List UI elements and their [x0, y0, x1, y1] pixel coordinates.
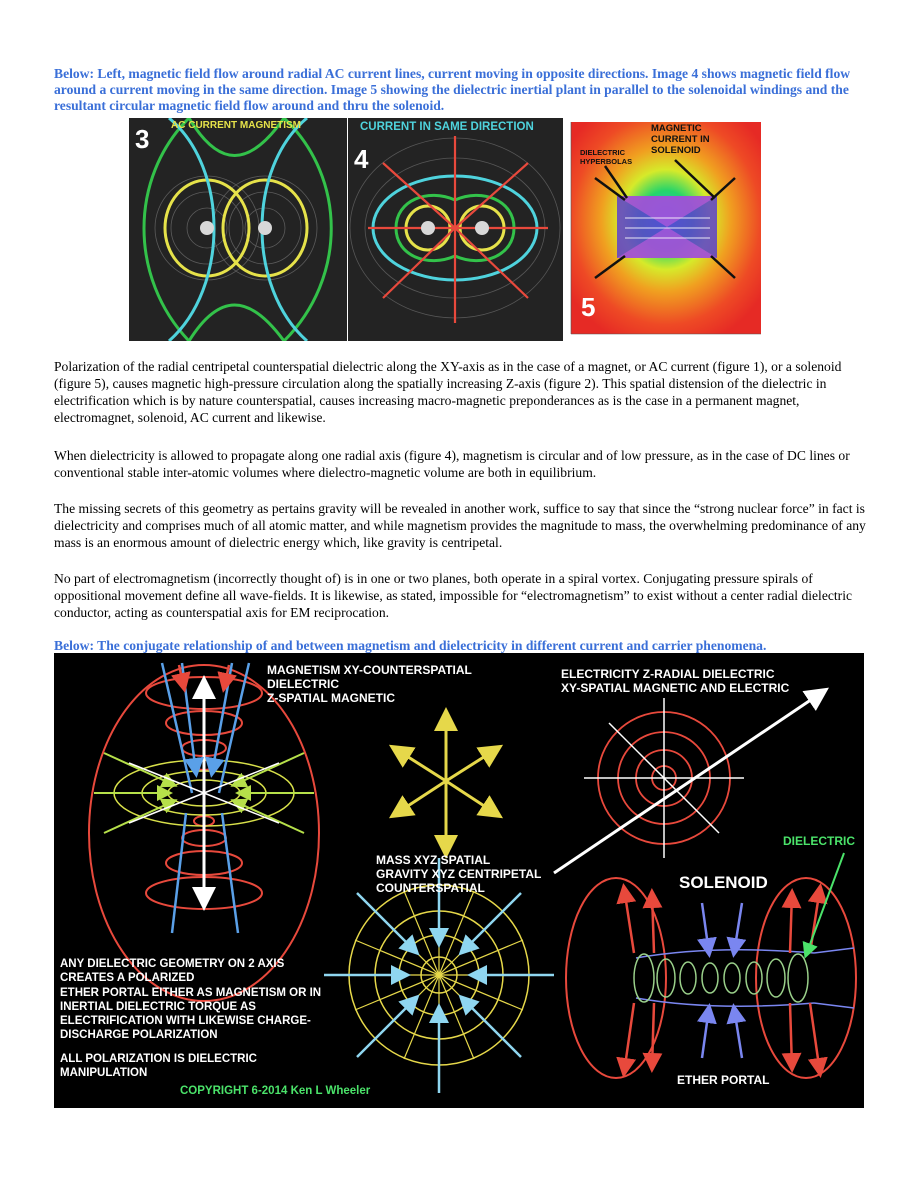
figure-5-number: 5: [581, 292, 596, 322]
figure-3-number: 3: [135, 124, 150, 154]
paragraph-2: When dielectricity is allowed to propagate along one radial axis (figure 4), magnetism is circular and of low pressure, as in the case of DC lines or conventional stable inter-atomic volumes where dielectro-magnetic volume are both in equilibrium.: [54, 448, 850, 480]
figure-5-magnetic-label: MAGNETIC CURRENT IN SOLENOID: [651, 123, 710, 156]
current-line-right: [258, 221, 272, 235]
figure-4-label: CURRENT IN SAME DIRECTION: [360, 121, 534, 133]
paragraph-4: No part of electromagnetism (incorrectly thought of) is in one or two planes, both operate in a spiral vortex. Conjugating pressure spirals of oppositional movement define all wave-fields. It is likewise, as stated, impossible for “electromagnetism” to exist without a center radial dielectric conductor, acting as counterspatial axis for EM reciprocation.: [54, 571, 853, 620]
mass-star-arrows: [394, 713, 498, 853]
current-line-left: [200, 221, 214, 235]
figure-4-current-same-direction: [348, 118, 563, 341]
label-electricity: ELECTRICITY Z-RADIAL DIELECTRIC XY-SPATIAL MAGNETIC AND ELECTRIC: [561, 667, 790, 695]
label-ether-portal: ETHER PORTAL: [677, 1073, 770, 1087]
paragraph-1: Polarization of the radial centripetal counterspatial dielectric along the XY-axis as in the case of a magnet, or AC current (figure 1), or a solenoid (figure 5), causes magnetic high-pressure circulation along the spatially increasing Z-axis (figure 2). This spatial distension of the dielectric in electrification which is by nature counterspatial, causes increasing macro-magnetic preponderances as is the case in a permanent magnet, electromagnet, solenoid, AC current and likewise.: [54, 359, 842, 425]
figure-5-dielectric-label: DIELECTRIC HYPERBOLAS: [580, 148, 633, 166]
figure-5-solenoid-field: [565, 118, 765, 343]
diagram-note: ANY DIELECTRIC GEOMETRY ON 2 AXIS CREATES A POLARIZED ETHER PORTAL EITHER AS MAGNETISM OR IN INERTIAL DIELECTRIC TORQUE AS ELECTRIFICATION WITH LIKEWISE CHARGE- DISCHARGE POLARIZATION ALL POLARIZATION IS DIELECTRIC MANIPULATION: [60, 958, 322, 1080]
label-mass-gravity: MASS XYZ SPATIAL GRAVITY XYZ CENTRIPETAL COUNTERSPATIAL: [376, 853, 542, 895]
figure-4-number: 4: [354, 144, 369, 174]
caption-top: Below: Left, magnetic field flow around radial AC current lines, current moving in opposite directions. Image 4 shows magnetic field flow around a current moving in the same direction. Image 5 showing the dielectric inertial plant in parallel to the solenoidal windings and the resultant circular magnetic field flow around and thru the solenoid.: [54, 66, 851, 113]
conjugate-relationship-diagram: [54, 653, 864, 1108]
figure-3-ac-current-magnetism: [129, 118, 347, 341]
magnetism-structure: [89, 663, 319, 1001]
label-magnetism: MAGNETISM XY-COUNTERSPATIAL DIELECTRIC Z-SPATIAL MAGNETIC: [267, 663, 472, 705]
paragraph-3: The missing secrets of this geometry as pertains gravity will be revealed in another work, suffice to say that since the “strong nuclear force” in fact is dielectricity and comprises much of all atomic matter, and while magnetism provides the magnitude to mass, the overwhelming predominance of any mass is an enormous amount of dielectric energy which, like gravity is centripetal.: [54, 501, 866, 550]
label-dielectric: DIELECTRIC: [783, 834, 855, 848]
caption-bottom: Below: The conjugate relationship of and between magnetism and dielectricity in different current and carrier phenomena.: [54, 638, 767, 653]
label-solenoid: SOLENOID: [679, 873, 768, 892]
figure-3-label: AC CURRENT MAGNETISM: [171, 120, 301, 131]
copyright: COPYRIGHT 6-2014 Ken L Wheeler: [180, 1085, 371, 1097]
